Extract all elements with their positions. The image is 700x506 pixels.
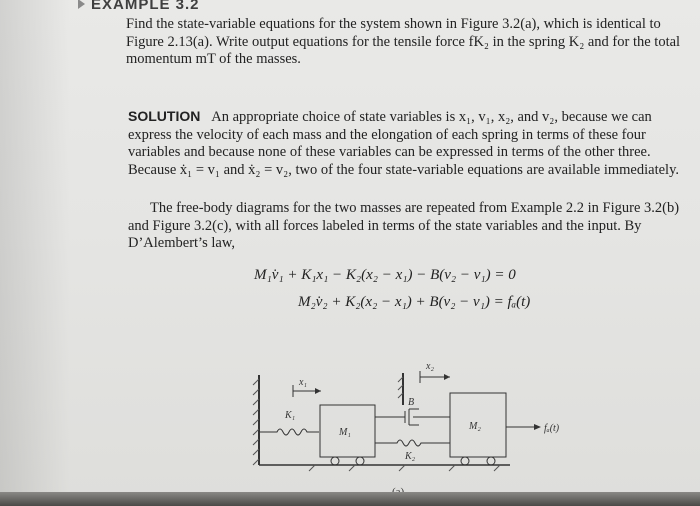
ground-line — [259, 465, 510, 471]
k1-label: K₁ — [285, 410, 296, 421]
example-title: EXAMPLE 3.2 — [91, 0, 200, 13]
x2-arrow — [420, 361, 450, 383]
spring-k1 — [259, 410, 319, 435]
x1-arrow — [293, 377, 321, 397]
solution-paragraph — [128, 108, 684, 179]
m1-label: M₁ — [339, 427, 351, 438]
free-body-paragraph: The free-body diagrams for the two masses are repeated from Example 2.2 in Figure 3.2(b) and Figure 3.2(c), with all forces labeled in terms of the state variables and the input. By D’Alembert’s law, — [128, 200, 680, 252]
middle-wall — [398, 373, 403, 405]
m2-label: M₂ — [469, 421, 481, 432]
b-label: B — [408, 397, 415, 408]
x1-label: x₁ — [299, 377, 307, 388]
damper-b — [375, 397, 450, 425]
problem-statement: Find the state-variable equations for the system shown in Figure 3.2(a), which is identical to Figure 2.13(a). Write output equations for the tensile force fK₂ in the spring K₂ and for the total momentum mT of the masses. — [126, 16, 681, 68]
page-shadow — [0, 0, 70, 506]
left-wall — [253, 375, 259, 465]
solution-text: An appropriate choice of state variables is x₁, v₁, x₂, and v₂, because we can express the velocity of each mass and the elongation of each spring in terms of these four variables and because none of these variables can be expressed in terms of the other three. Because ẋ₁ = v₁ and ẋ₂ = v₂, two of the four state-variable equations are available immediately. — [128, 109, 679, 178]
spring-k2 — [375, 440, 450, 462]
page-edge — [0, 492, 700, 506]
equation-mass-2: M₂v̇₂ + K₂(x₂ − x₁) + B(v₂ − v₁) = fₐ(t) — [298, 294, 531, 310]
solution-heading: SOLUTION — [128, 108, 201, 124]
fa-label: fₐ(t) — [544, 423, 560, 434]
applied-force-arrow — [506, 423, 560, 434]
mass-m2 — [450, 393, 506, 465]
equation-mass-1: M₁v̇₁ + K₁x₁ − K₂(x₂ − x₁) − B(v₂ − v₁) = 0 — [254, 267, 516, 283]
mechanical-system-figure — [245, 355, 585, 490]
triangle-marker-icon — [78, 0, 85, 9]
mass-m1 — [320, 405, 375, 465]
k2-label: K₂ — [405, 451, 416, 462]
x2-label: x₂ — [426, 361, 434, 372]
example-header — [78, 0, 200, 13]
